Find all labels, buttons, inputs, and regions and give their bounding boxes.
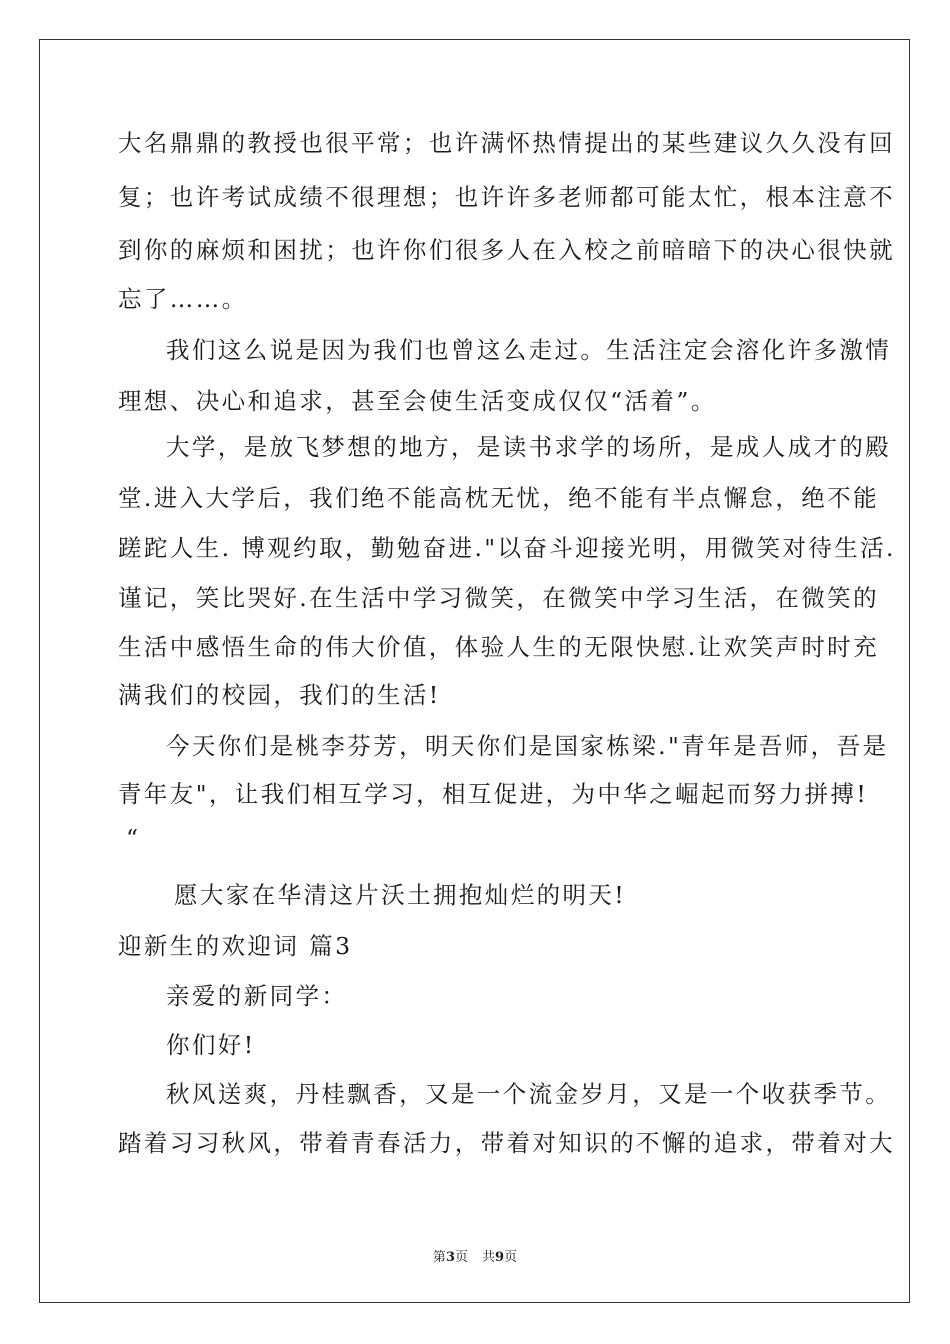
footer-total-prefix: 共 (482, 1250, 496, 1265)
text-line: 堂.进入大学后，我们绝不能高枕无忧，绝不能有半点懈怠，绝不能 (118, 484, 879, 512)
paragraph-first-line: 今天你们是桃李芬芳，明天你们是国家栋梁."青年是吾师，吾是 (166, 732, 889, 760)
footer-page-suffix: 页 (454, 1250, 468, 1265)
closing-line: 愿大家在华清这片沃土拥抱灿烂的明天! (174, 881, 627, 909)
paragraph-first-line: 秋风送爽，丹桂飘香，又是一个流金岁月，又是一个收获季节。 (166, 1080, 892, 1108)
text-line: 理想、决心和追求，甚至会使生活变成仅仅“活着”。 (118, 387, 717, 415)
text-line: 忘了……。 (118, 285, 248, 313)
text-line: 谨记，笑比哭好.在生活中学习微笑，在微笑中学习生活，在微笑的 (118, 584, 879, 612)
current-page-number: 3 (445, 1250, 455, 1265)
text-line: 到你的麻烦和困扰；也许你们很多人在入校之前暗暗下的决心很快就 (118, 236, 895, 264)
footer-prefix: 第 (432, 1250, 446, 1265)
footer-total-suffix: 页 (504, 1250, 518, 1265)
text-line: 青年友"，让我们相互学习，相互促进，为中华之崛起而努力拼搏! (118, 780, 869, 808)
greeting: 你们好! (166, 1031, 256, 1059)
page-footer (0, 1249, 950, 1267)
page-border (39, 39, 910, 1303)
text-line: 踏着习习秋风，带着青春活力，带着对知识的不懈的追求，带着对大 (118, 1129, 895, 1157)
quote-mark: “ (126, 824, 141, 852)
salutation: 亲爱的新同学： (166, 982, 348, 1010)
section-heading: 迎新生的欢迎词 篇3 (118, 932, 353, 960)
text-line: 复；也许考试成绩不很理想；也许许多老师都可能太忙，根本注意不 (118, 183, 895, 211)
text-line: 生活中感悟生命的伟大价值，体验人生的无限快慰.让欢笑声时时充 (118, 633, 879, 661)
text-line: 蹉跎人生. 博观约取，勤勉奋进."以奋斗迎接光明，用微笑对待生活. (118, 534, 896, 562)
paragraph-first-line: 我们这么说是因为我们也曾这么走过。生活注定会溶化许多激情 (166, 336, 892, 364)
text-line: 满我们的校园，我们的生活! (118, 681, 441, 709)
paragraph-first-line: 大学，是放飞梦想的地方，是读书求学的场所，是成人成才的殿 (166, 433, 892, 461)
total-page-count: 9 (495, 1250, 505, 1265)
text-line: 大名鼎鼎的教授也很平常；也许满怀热情提出的某些建议久久没有回 (118, 129, 895, 157)
